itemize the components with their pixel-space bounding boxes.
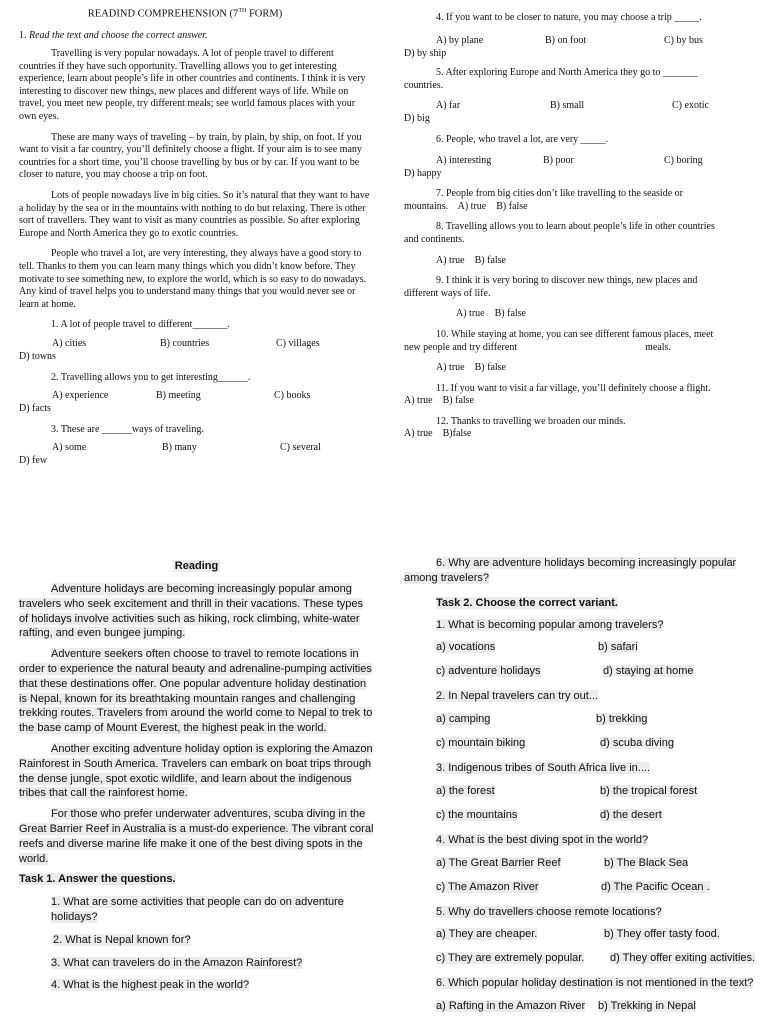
- page2-left-column: [19, 556, 374, 993]
- option-c[interactable]: c) mountain biking: [436, 736, 526, 749]
- page1-left-column: [19, 8, 371, 468]
- option-d[interactable]: D) happy: [404, 167, 442, 179]
- text-paragraph: These are many ways of traveling – by train, by plain, by ship, on foot. If you want to visit a far country, you’ll definitely choose a flight. If your aim is to see many countries for a short time, you’ll choose travelling by bus or by car. If you want to be closer to nature, you may choose a trip on foot.: [19, 131, 362, 181]
- option-a[interactable]: A) experience: [52, 390, 109, 402]
- option-c[interactable]: c) The Amazon River: [436, 880, 539, 893]
- task2-question-5: 5. Why do travellers choose remote locations? a) They are cheaper. b) They offer tasty food. c) They are extremely popular. d) They offer exiting activities.: [436, 905, 756, 965]
- option-d[interactable]: D) facts: [19, 403, 51, 415]
- option-b[interactable]: b) The Black Sea: [604, 856, 689, 869]
- task2-question-4: 4. What is the best diving spot in the world? a) The Great Barrier Reef b) The Black Sea c) The Amazon River d) The Pacific Ocean .: [436, 833, 710, 893]
- option-a[interactable]: A) true: [457, 200, 487, 212]
- reading-title: Reading: [174, 560, 219, 572]
- option-d[interactable]: D) by ship: [404, 47, 447, 59]
- question-4: 4. If you want to be closer to nature, you may choose a trip _____. A) by plane B) on foot C) by bus D) by ship: [404, 12, 754, 60]
- option-a[interactable]: a) They are cheaper.: [436, 928, 538, 941]
- text-paragraph: Lots of people nowadays live in big cities. So it’s natural that they want to have a holiday by the sea or in the mountains with nothing to do but relaxing. There is other sort of travellers. They want to visit as many countries as possible. So after exploring Europe and North America they go to exotic countries.: [19, 190, 370, 239]
- task1-title: Task 1. Answer the questions.: [19, 873, 176, 886]
- option-b[interactable]: B) on foot: [545, 34, 587, 46]
- option-a[interactable]: A) true: [456, 308, 485, 320]
- task1-question: 4. What is the highest peak in the world?: [51, 979, 250, 992]
- option-b[interactable]: B) false: [474, 362, 506, 374]
- option-a[interactable]: A) by plane: [436, 34, 484, 46]
- option-d[interactable]: d) The Pacific Ocean .: [601, 880, 710, 893]
- option-a[interactable]: A) true: [436, 254, 465, 266]
- reading-paragraph: Adventure holidays are becoming increasingly popular among travelers who seek excitement and thrill in their vacations. These types of holidays involve activities such as hiking, rock climbing, white-water rafting, and even bungee jumping.: [19, 583, 364, 640]
- question-6: 6. People, who travel a lot, are very _____. A) interesting B) poor C) boring D) happy: [404, 134, 754, 180]
- question-5: 5. After exploring Europe and North America they go to _______ countries. A) far B) small C) exotic D) big: [404, 67, 754, 126]
- worksheet-title: READIND COMPREHENSION (7TH FORM): [87, 8, 283, 20]
- task1-question: 3. What can travelers do in the Amazon Rainforest?: [51, 956, 303, 969]
- question-7: 7. People from big cities don’t like travelling to the seaside or mountains. A) true B) false: [404, 188, 683, 212]
- question-10: 10. While staying at home, you can see different famous places, meet new people and try different meals. A) true B) false: [404, 328, 714, 374]
- question-2: 2. Travelling allows you to get interesting______. A) experience B) meeting C) books D) facts: [19, 372, 371, 416]
- question-9: 9. I think it is very boring to discover new things, new places and different ways of life. A) true B) false: [404, 275, 698, 320]
- option-b[interactable]: B) meeting: [156, 390, 201, 402]
- option-c[interactable]: c) the mountains: [436, 808, 518, 821]
- reading-paragraph: Adventure seekers often choose to travel to remote locations in order to experience the natural beauty and adrenaline-pumping activities that these destinations offer. One popular adventure holiday destination is Nepal, known for its breathtaking mountain ranges and challenging trekking routes. Travelers from around the world come to Nepal to trek to the base camp of Mount Everest, the highest peak in the world.: [19, 648, 373, 735]
- option-c[interactable]: C) books: [274, 390, 311, 402]
- task1-question: 2. What is Nepal known for?: [53, 933, 191, 946]
- option-c[interactable]: C) by bus: [664, 34, 703, 46]
- reading-paragraph: Another exciting adventure holiday option is exploring the Amazon Rainforest in South America. Travelers can embark on boat trips through the dense jungle, spot exotic wildlife, and learn about the indigenous tribes that call the rainforest home.: [19, 742, 373, 800]
- option-d[interactable]: d) the desert: [600, 808, 662, 821]
- question-11: 11. If you want to visit a far village, you’ll definitely choose a flight. A) true B) false: [404, 382, 711, 407]
- task2-question-2: 2. In Nepal travelers can try out... a) camping b) trekking c) mountain biking d) scuba diving: [436, 690, 674, 749]
- option-a[interactable]: A) true: [436, 362, 465, 374]
- reading-paragraph: For those who prefer underwater adventures, scuba diving in the Great Barrier Reef in Australia is a must-do experience. The vibrant coral reefs and diverse marine life make it one of the best diving spots in the world.: [19, 808, 374, 865]
- option-a[interactable]: A) some: [52, 442, 87, 454]
- option-c[interactable]: C) boring: [664, 154, 703, 166]
- option-b[interactable]: b) Trekking in Nepal: [598, 1000, 696, 1013]
- option-a[interactable]: A) true: [404, 395, 433, 407]
- option-a[interactable]: A) true: [404, 428, 433, 440]
- question-8: 8. Travelling allows you to learn about people’s life in other countries and continents. A) true B) false: [404, 221, 715, 266]
- option-b[interactable]: B) false: [494, 308, 526, 320]
- option-a[interactable]: A) interesting: [436, 154, 492, 166]
- option-b[interactable]: b) the tropical forest: [600, 784, 698, 797]
- option-b[interactable]: B) false: [442, 395, 474, 407]
- question-1: 1. A lot of people travel to different_______. A) cities B) countries C) villages D) towns: [19, 319, 371, 363]
- option-c[interactable]: c) adventure holidays: [436, 665, 541, 678]
- option-a[interactable]: a) The Great Barrier Reef: [436, 856, 561, 869]
- option-a[interactable]: a) vocations: [436, 641, 496, 654]
- option-c[interactable]: c) They are extremely popular.: [436, 952, 585, 965]
- option-c[interactable]: C) several: [280, 442, 321, 454]
- option-b[interactable]: B) false: [496, 200, 528, 212]
- option-b[interactable]: B) countries: [160, 337, 210, 349]
- option-c[interactable]: C) villages: [276, 337, 320, 349]
- option-d[interactable]: d) staying at home: [603, 665, 694, 678]
- option-b[interactable]: B) poor: [543, 154, 574, 166]
- option-b[interactable]: b) They offer tasty food.: [604, 928, 720, 941]
- task2-title: Task 2. Choose the correct variant.: [436, 596, 618, 609]
- task1-question: 1. What are some activities that people can do on adventure holidays?: [51, 896, 344, 923]
- option-b[interactable]: b) safari: [598, 641, 638, 654]
- option-a[interactable]: a) camping: [436, 712, 491, 725]
- option-a[interactable]: A) cities: [52, 337, 87, 349]
- option-b[interactable]: b) trekking: [596, 712, 648, 725]
- task2-question-3: 3. Indigenous tribes of South Africa live in.... a) the forest b) the tropical forest c) the mountains d) the desert: [436, 761, 698, 821]
- option-b[interactable]: B)false: [442, 428, 472, 440]
- task1-question: 6. Why are adventure holidays becoming increasingly popular among travelers?: [404, 557, 737, 584]
- option-d[interactable]: D) big: [404, 113, 430, 125]
- option-d[interactable]: d) They offer exiting activities.: [610, 952, 756, 965]
- option-b[interactable]: B) small: [550, 100, 585, 112]
- option-b[interactable]: B) many: [162, 442, 197, 454]
- page2-right-column: [404, 556, 760, 1015]
- option-d[interactable]: D) towns: [19, 350, 56, 362]
- task2-question-1: 1. What is becoming popular among travelers? a) vocations b) safari c) adventure holidays d) staying at home: [436, 619, 694, 678]
- option-a[interactable]: A) far: [436, 100, 461, 112]
- text-paragraph: People who travel a lot, are very interesting, they always have a good story to tell. Thanks to them you can learn many things which you didn’t know before. They motivate to see something new, to explore the world, which is so easy to do nowadays. Any kind of travel helps you to understand many things that you would never see or learn at home.: [19, 248, 367, 310]
- task2-question-6: 6. Which popular holiday destination is not mentioned in the text? a) Rafting in the Amazon River b) Trekking in Nepal: [436, 977, 754, 1013]
- option-d[interactable]: D) few: [19, 455, 48, 467]
- question-3: 3. These are ______ways of traveling. A) some B) many C) several D) few: [19, 424, 371, 468]
- option-d[interactable]: d) scuba diving: [600, 736, 674, 749]
- option-a[interactable]: a) the forest: [436, 784, 495, 797]
- instruction: 1. Read the text and choose the correct answer.: [19, 29, 208, 41]
- text-paragraph: Travelling is very popular nowadays. A lot of people travel to different countries if they have such opportunity. Travelling allows you to get interesting experience, learn about people’s life in other countries and continents. I think it is very interesting to discover new things, new places and different ways of life. While on travel, you meet new people, try different meals; see world famous places with your own eyes.: [19, 48, 366, 123]
- question-12: 12. Thanks to travelling we broaden our minds. A) true B)false: [404, 415, 626, 440]
- option-a[interactable]: a) Rafting in the Amazon River: [436, 1000, 586, 1013]
- page1-right-column: [404, 12, 754, 441]
- option-b[interactable]: B) false: [474, 254, 506, 266]
- option-c[interactable]: C) exotic: [672, 100, 709, 112]
